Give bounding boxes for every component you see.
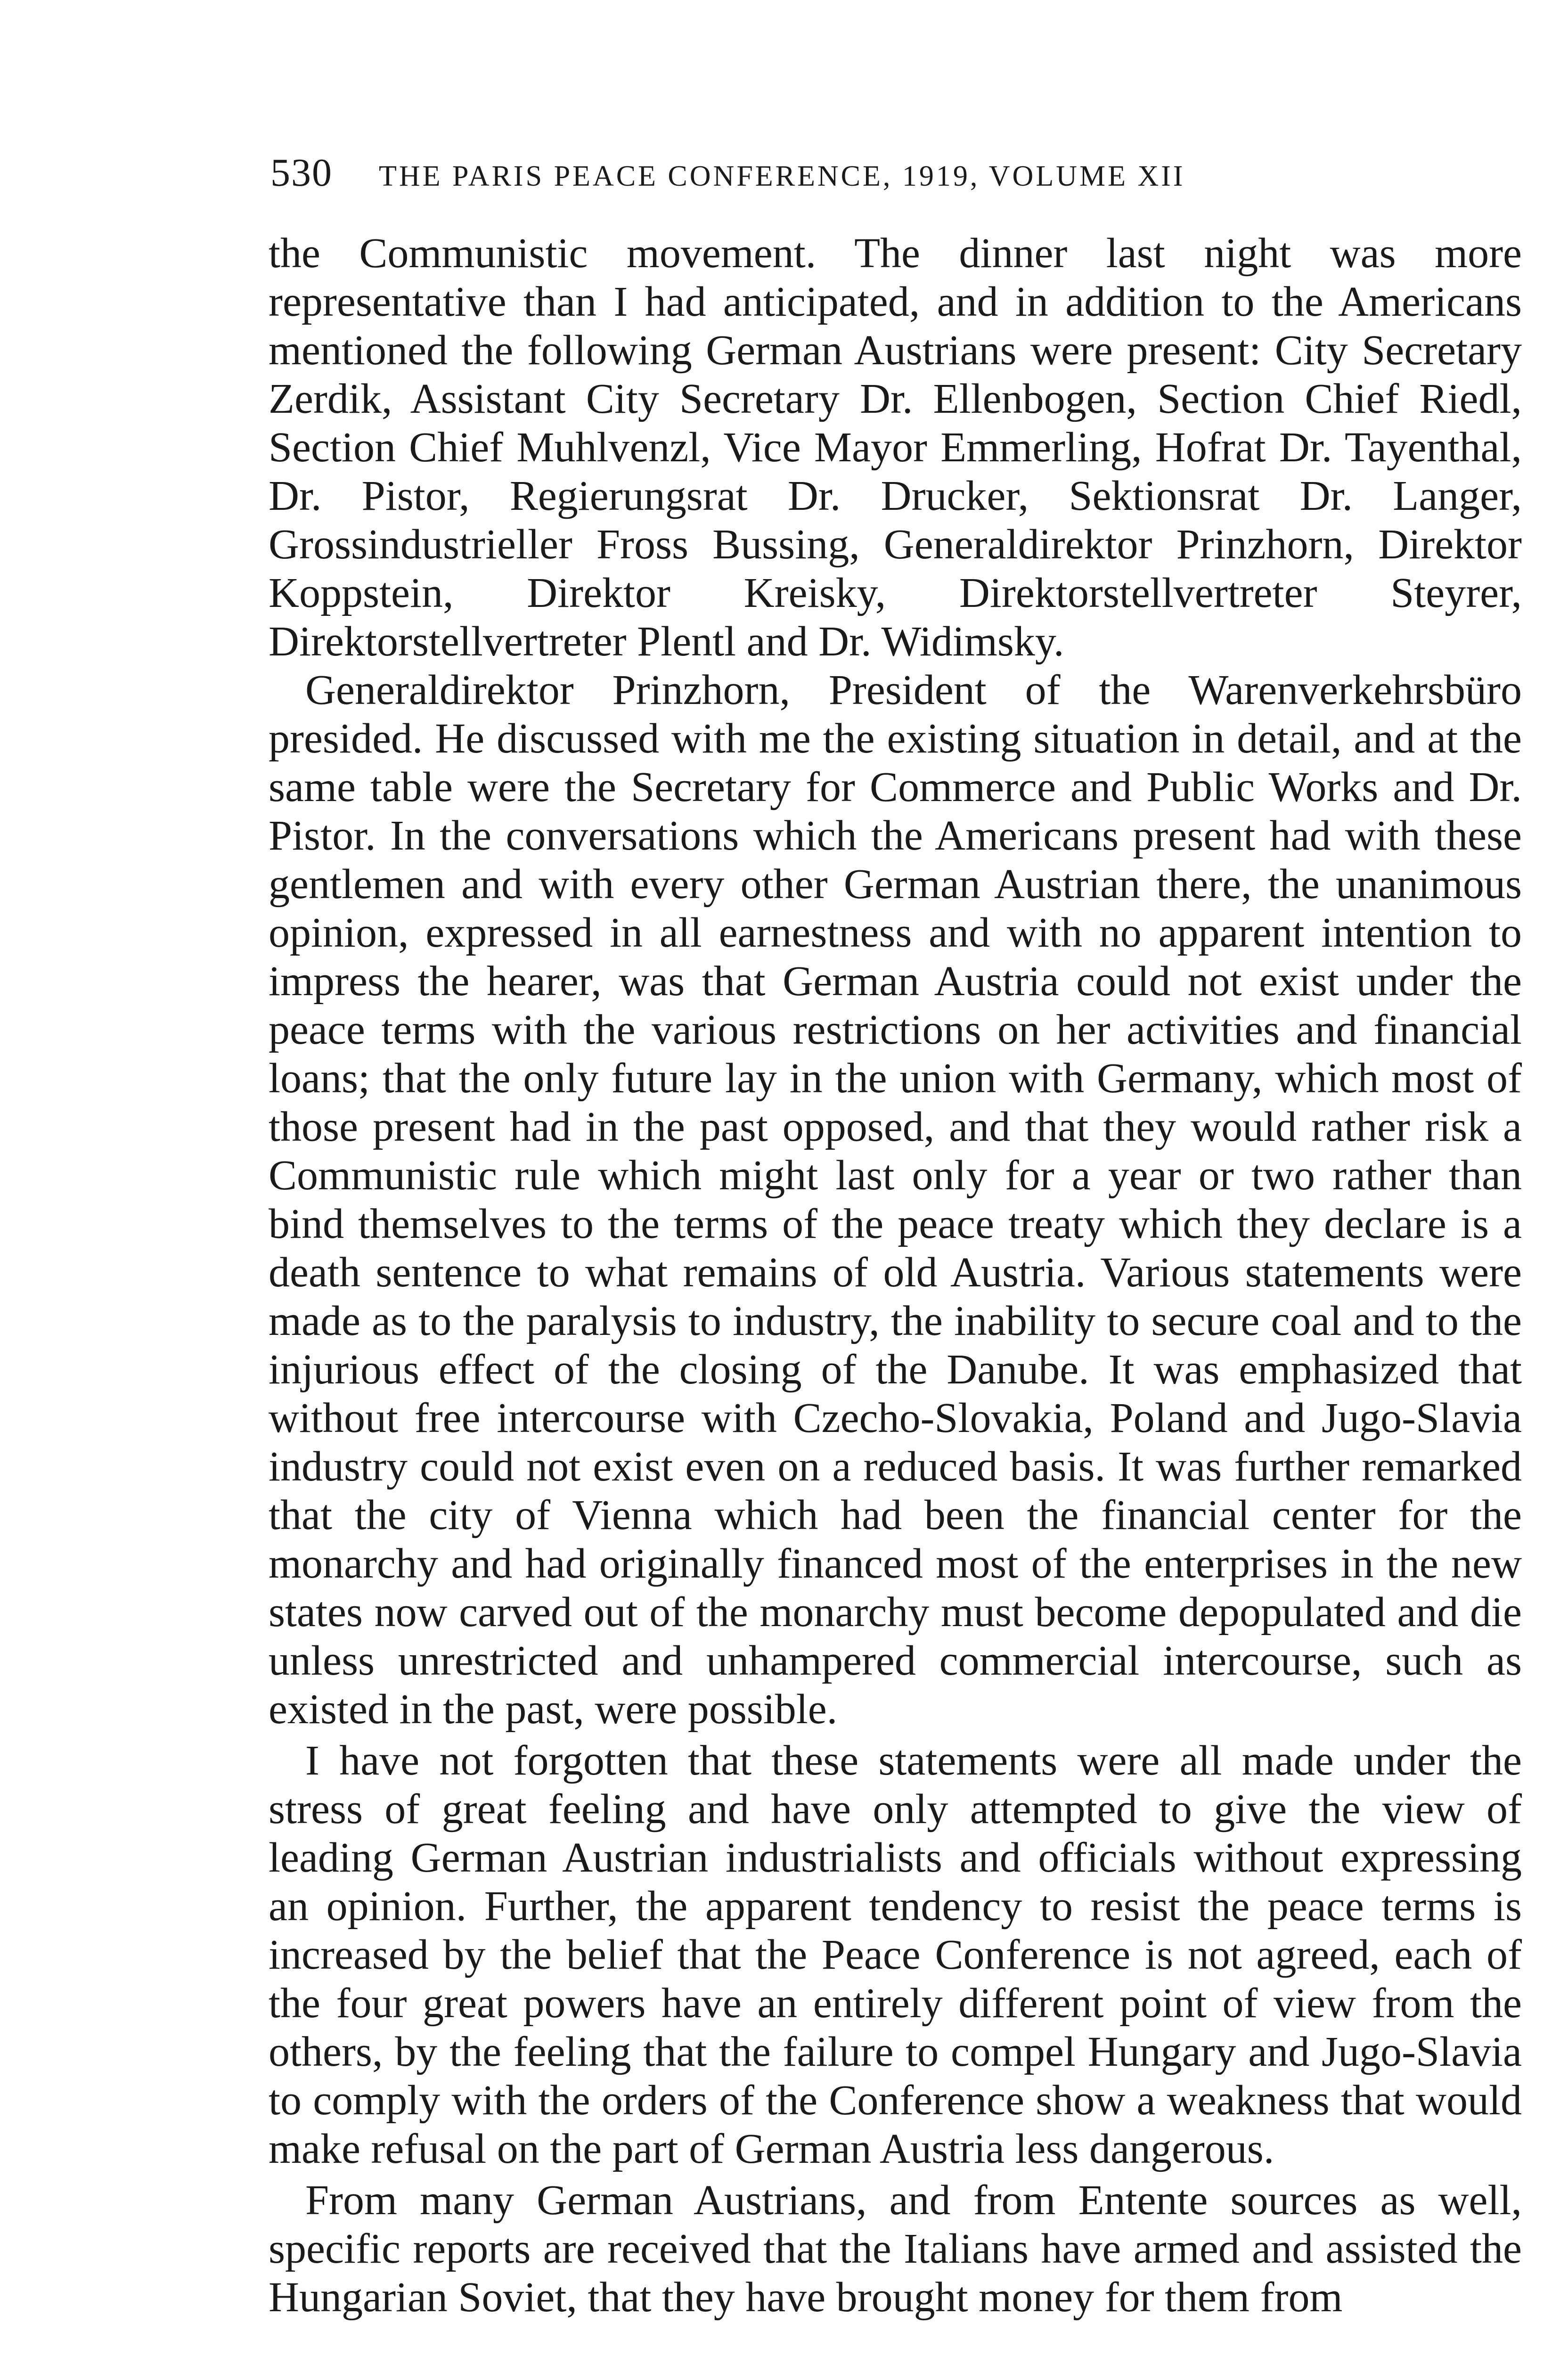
- running-title: THE PARIS PEACE CONFERENCE, 1919, VOLUME XII: [379, 160, 1185, 192]
- running-head: [270, 150, 1524, 202]
- body-text: [269, 229, 1522, 2322]
- paragraph-statements-under-stress: I have not forgotten that these statements were all made under the stress of great feeling and have only attempted to give the view of leading German Austrian industrialists and officials without expressing an opinion. Further, the apparent tendency to resist the peace terms is increased by the belief that the Peace Conference is not agreed, each of the four great powers have an entirely different point of view from the others, by the feeling that the failure to compel Hungary and Jugo-Slavia to comply with the orders of the Conference show a weakness that would make refusal on the part of German Austria less dangerous.: [269, 1737, 1522, 2172]
- page-number: 530: [270, 151, 333, 195]
- paragraph-italian-reports: From many German Austrians, and from Entente sources as well, specific reports are received that the Italians have armed and assisted the Hungarian Soviet, that they have brought money for them from: [269, 2177, 1522, 2321]
- paragraph-dinner-conversations: Generaldirektor Prinzhorn, President of the Warenverkehrsbüro presided. He discussed with me the existing situation in detail, and at the same table were the Secretary for Commerce and Public Works and Dr. Pistor. In the conversations which the Americans present had with these gentlemen and with every other German Austrian there, the unanimous opinion, expressed in all earnestness and with no apparent intention to impress the hearer, was that German Austria could not exist under the peace terms with the various restrictions on her activities and financial loans; that the only future lay in the union with Germany, which most of those present had in the past opposed, and that they would rather risk a Communistic rule which might last only for a year or two rather than bind themselves to the terms of the peace treaty which they declare is a death sentence to what remains of old Austria. Various statements were made as to the paralysis to industry, the inability to secure coal and to the injurious effect of the closing of the Danube. It was emphasized that without free intercourse with Czecho-Slovakia, Poland and Jugo-Slavia industry could not exist even on a reduced basis. It was further remarked that the city of Vienna which had been the financial center for the monarchy and had originally financed most of the enterprises in the new states now carved out of the monarchy must become depopulated and die unless unrestricted and unhampered commercial intercourse, such as existed in the past, were possible.: [269, 667, 1522, 1733]
- paragraph-continuation: the Communistic movement. The dinner last night was more representative than I had anticipated, and in addition to the Americans mentioned the following German Austrians were present: City Secretary Zerdik, Assistant City Secretary Dr. Ellenbogen, Section Chief Riedl, Section Chief Muhlvenzl, Vice Mayor Emmerling, Hofrat Dr. Tayenthal, Dr. Pistor, Regierungsrat Dr. Drucker, Sektionsrat Dr. Langer, Grossindustrieller Fross Bussing, Generaldirektor Prinzhorn, Direktor Koppstein, Direktor Kreisky, Direktorstellvertreter Steyrer, Direktorstellvertreter Plentl and Dr. Widimsky.: [269, 230, 1522, 665]
